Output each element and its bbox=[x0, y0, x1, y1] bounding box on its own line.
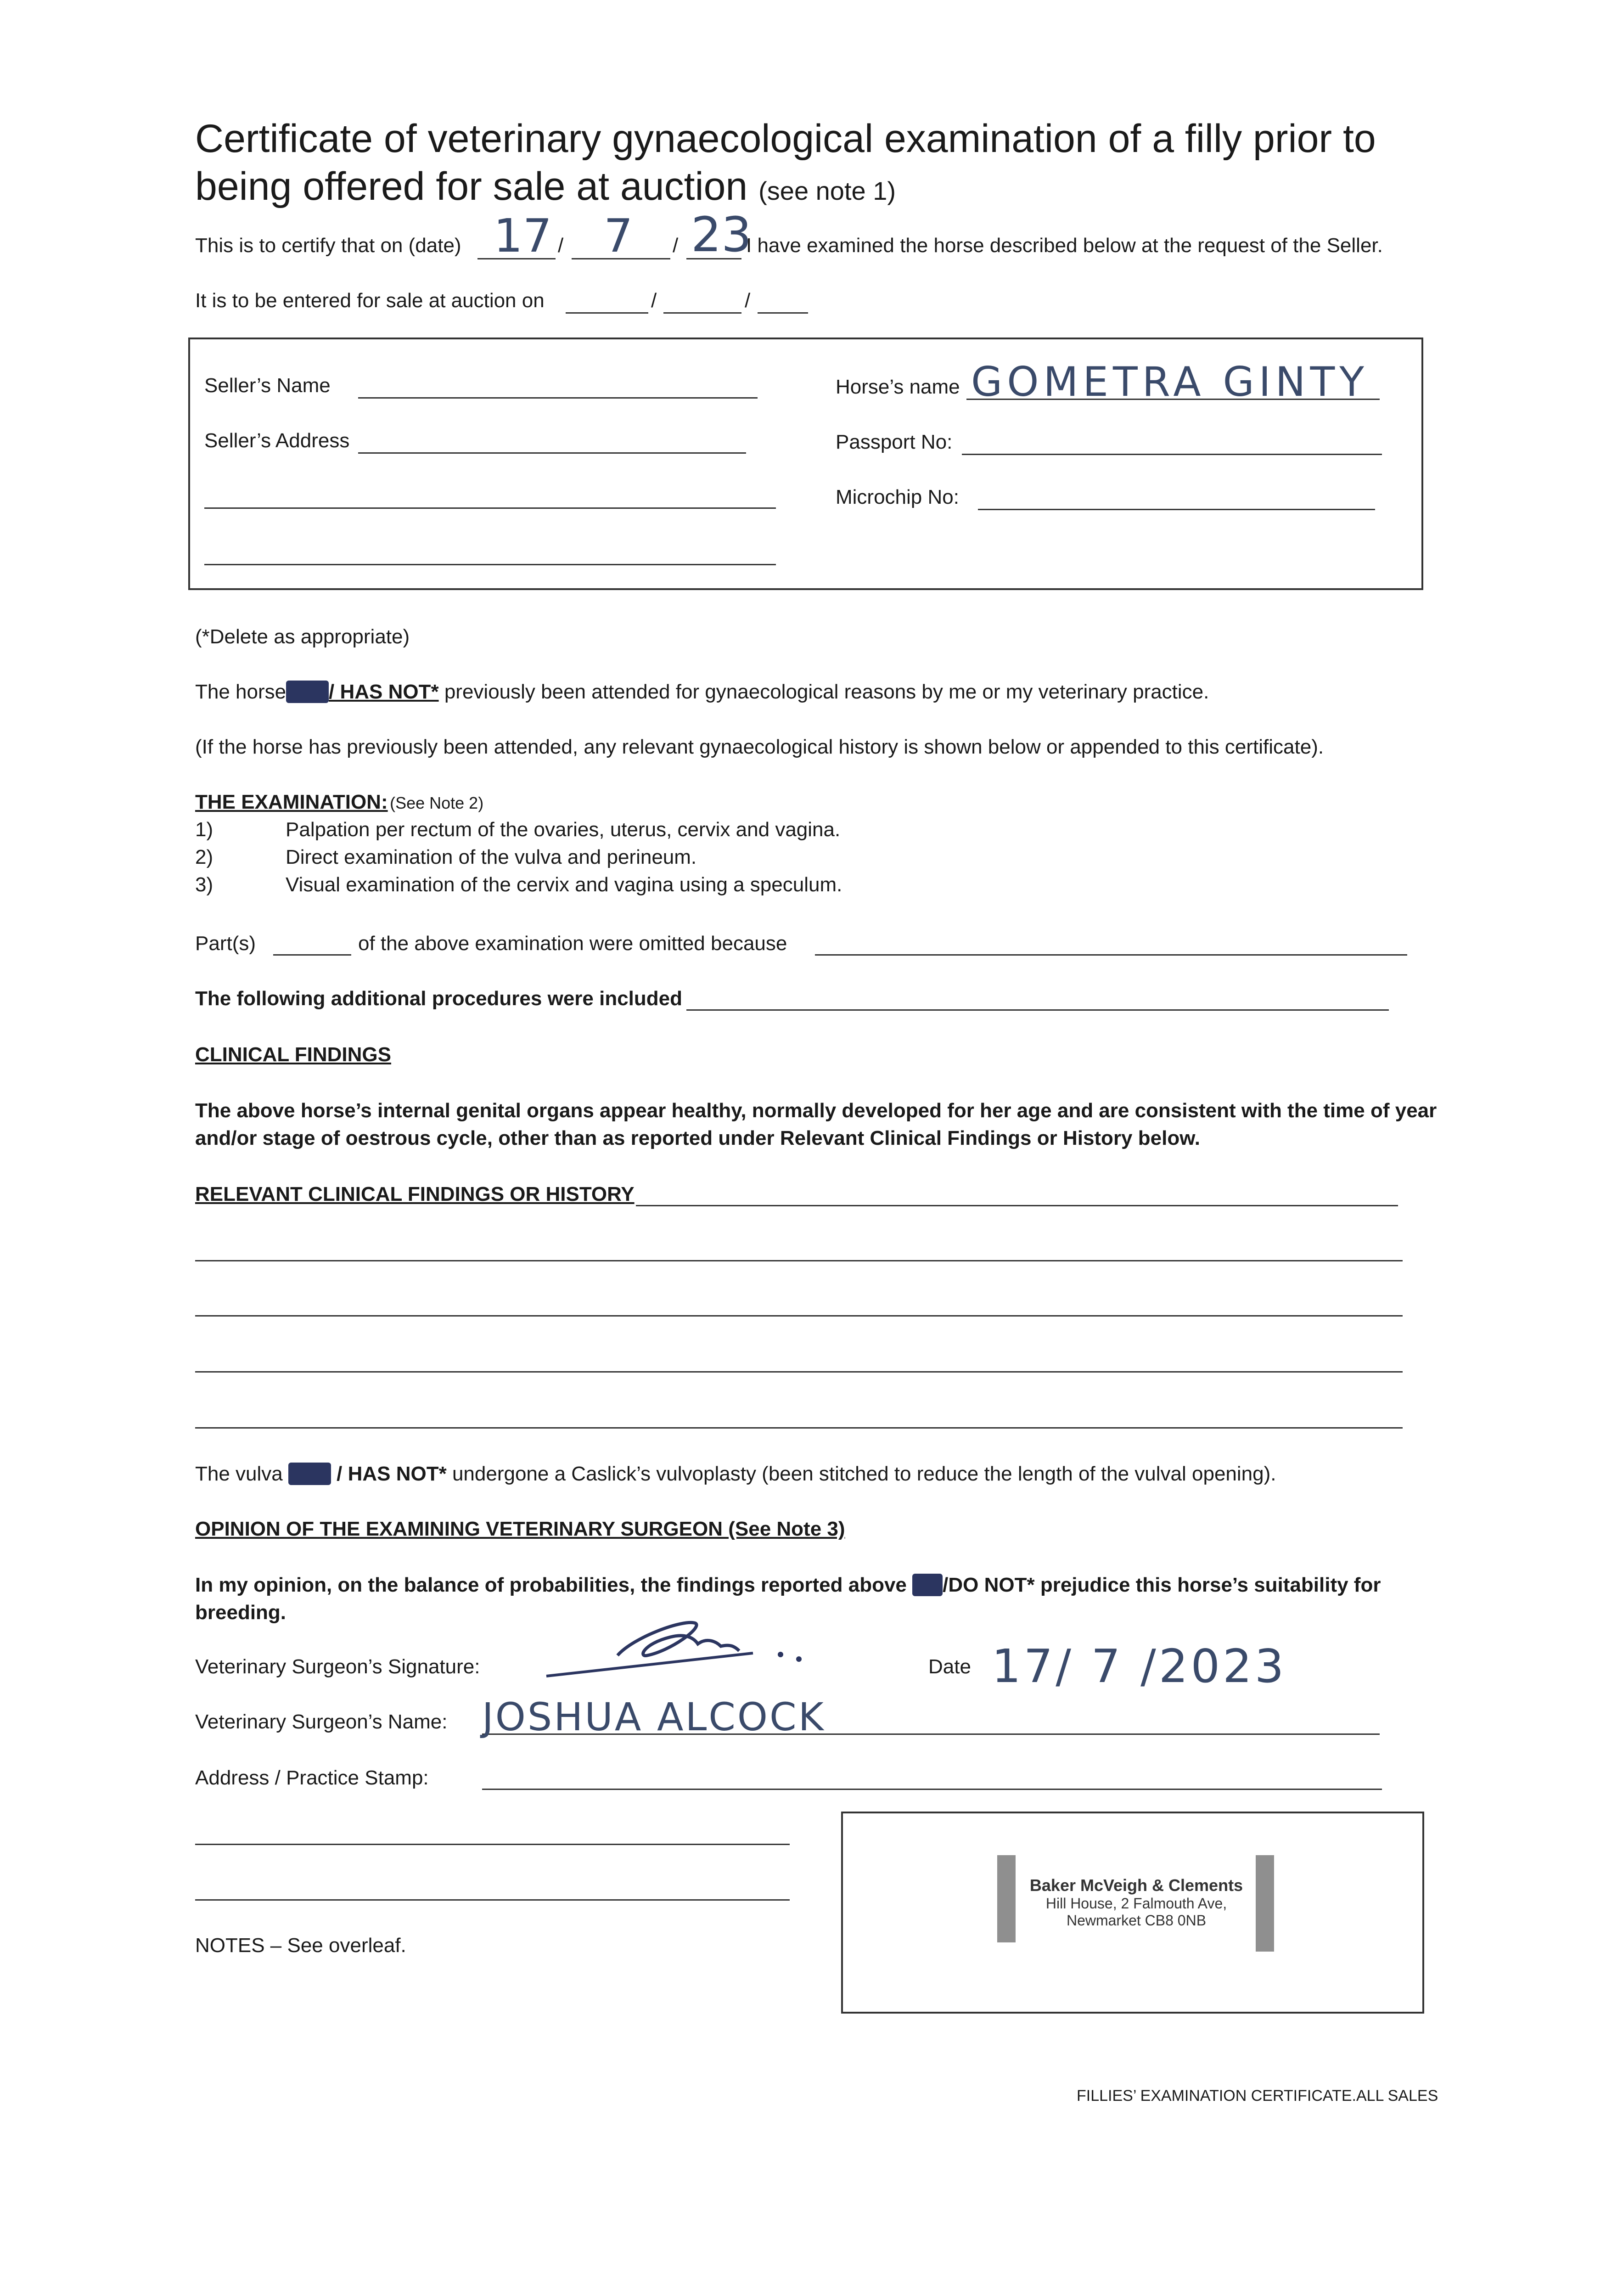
certify-sep-2: / bbox=[673, 234, 679, 257]
attended-line bbox=[195, 681, 1209, 703]
notes-text: NOTES – See overleaf. bbox=[195, 1934, 406, 1957]
signature-dot-1 bbox=[778, 1652, 783, 1657]
vulva-struck: HAS bbox=[288, 1463, 331, 1485]
address-line-3 bbox=[195, 1899, 790, 1901]
signature-dot-2 bbox=[796, 1656, 802, 1662]
relevant-heading: RELEVANT CLINICAL FINDINGS OR HISTORY bbox=[195, 1183, 635, 1205]
horse-name-label: Horse’s name bbox=[836, 376, 960, 398]
practice-stamp bbox=[1019, 1876, 1253, 1929]
opinion-line-2: breeding. bbox=[195, 1601, 286, 1624]
opinion-prefix: In my opinion, on the balance of probabilities, the findings reported above bbox=[195, 1574, 907, 1596]
seller-address-line-1 bbox=[358, 452, 746, 454]
relevant-line-2 bbox=[195, 1315, 1403, 1317]
omitted-parts-line bbox=[273, 954, 351, 956]
delete-note: (*Delete as appropriate) bbox=[195, 625, 410, 648]
auction-year-line bbox=[758, 312, 808, 314]
signature-label: Veterinary Surgeon’s Signature: bbox=[195, 1655, 480, 1678]
exam-item-3-num: 3) bbox=[195, 873, 213, 896]
auction-sep-2: / bbox=[745, 289, 751, 312]
additional-line bbox=[686, 1009, 1389, 1011]
vulva-suffix: undergone a Caslick’s vulvoplasty (been stitched to reduce the length of the vulval opening). bbox=[452, 1463, 1276, 1485]
additional-label: The following additional procedures were included bbox=[195, 987, 683, 1010]
certify-day: 17 bbox=[494, 209, 552, 263]
seller-address-label: Seller’s Address bbox=[204, 429, 350, 452]
clinical-statement-2: and/or stage of oestrous cycle, other than as reported under Relevant Clinical Findings or History below. bbox=[195, 1127, 1201, 1149]
passport-label: Passport No: bbox=[836, 431, 953, 453]
certify-suffix: I have examined the horse described below at the request of the Seller. bbox=[746, 234, 1383, 257]
examination-note: (See Note 2) bbox=[390, 793, 484, 812]
omitted-reason-line bbox=[815, 954, 1407, 956]
title-line-1: Certificate of veterinary gynaecological examination of a filly prior to bbox=[195, 117, 1376, 161]
examination-heading-text: THE EXAMINATION: bbox=[195, 791, 388, 813]
seller-address-line-3 bbox=[204, 564, 776, 565]
microchip-label: Microchip No: bbox=[836, 486, 959, 508]
address-label: Address / Practice Stamp: bbox=[195, 1767, 429, 1789]
exam-item-3-text: Visual examination of the cervix and vagina using a speculum. bbox=[286, 873, 842, 896]
auction-sep-1: / bbox=[651, 289, 657, 312]
vulva-choice: / HAS NOT* bbox=[337, 1463, 447, 1485]
date-value: 17/ 7 /2023 bbox=[992, 1639, 1287, 1693]
omitted-middle: of the above examination were omitted because bbox=[358, 932, 787, 955]
stamp-right-bar bbox=[1256, 1855, 1274, 1952]
relevant-line-3 bbox=[195, 1371, 1403, 1373]
stamp-left-bar bbox=[997, 1855, 1016, 1942]
signature-scribble bbox=[533, 1600, 836, 1688]
auction-text: It is to be entered for sale at auction on bbox=[195, 289, 545, 312]
clinical-statement-1: The above horse’s internal genital organs appear healthy, normally developed for her age and are consistent with the time of year bbox=[195, 1099, 1437, 1122]
signature-underline-stroke bbox=[546, 1653, 753, 1676]
auction-month-line bbox=[663, 312, 741, 314]
certify-prefix: This is to certify that on (date) bbox=[195, 234, 461, 257]
title-line-2-text: being offered for sale at auction bbox=[195, 164, 748, 208]
footer-text: FILLIES’ EXAMINATION CERTIFICATE.ALL SALES bbox=[1077, 2087, 1438, 2105]
exam-item-1-num: 1) bbox=[195, 818, 213, 841]
passport-line bbox=[962, 454, 1382, 455]
title-line-2 bbox=[195, 163, 1376, 215]
address-line-2 bbox=[195, 1844, 790, 1845]
relevant-line-4 bbox=[195, 1427, 1403, 1429]
vulva-line bbox=[195, 1463, 1276, 1486]
document-title bbox=[195, 115, 1376, 215]
horse-name-value: GOMETRA GINTY bbox=[971, 358, 1369, 405]
exam-item-2-text: Direct examination of the vulva and perineum. bbox=[286, 846, 697, 868]
clinical-heading: CLINICAL FINDINGS bbox=[195, 1043, 391, 1066]
title-note: (see note 1) bbox=[758, 176, 896, 205]
date-label: Date bbox=[928, 1655, 971, 1678]
relevant-line-1 bbox=[195, 1260, 1403, 1261]
address-line-1 bbox=[482, 1789, 1382, 1790]
attended-choice: / HAS NOT* bbox=[329, 681, 439, 703]
relevant-line-0 bbox=[636, 1205, 1398, 1206]
opinion-struck: DO bbox=[912, 1574, 943, 1596]
opinion-suffix: /DO NOT* prejudice this horse’s suitability for bbox=[943, 1574, 1381, 1596]
omitted-prefix: Part(s) bbox=[195, 932, 256, 955]
signature-loop-stroke bbox=[618, 1622, 739, 1655]
certify-year: 23 bbox=[691, 207, 752, 263]
seller-name-label: Seller’s Name bbox=[204, 374, 331, 397]
stamp-name: Baker McVeigh & Clements bbox=[1029, 1876, 1243, 1895]
attended-prefix: The horse bbox=[195, 681, 286, 703]
history-note: (If the horse has previously been attended, any relevant gynaecological history is shown below or appended to this certificate). bbox=[195, 736, 1324, 758]
stamp-line-2: Newmarket CB8 0NB bbox=[1066, 1912, 1207, 1929]
stamp-line-1: Hill House, 2 Falmouth Ave, bbox=[1045, 1895, 1227, 1912]
certify-sep-1: / bbox=[558, 234, 564, 257]
vulva-prefix: The vulva bbox=[195, 1463, 283, 1485]
exam-item-1-text: Palpation per rectum of the ovaries, uterus, cervix and vagina. bbox=[286, 818, 841, 841]
surgeon-name-value: JOSHUA ALCOCK bbox=[482, 1694, 826, 1739]
attended-suffix: previously been attended for gynaecological reasons by me or my veterinary practice. bbox=[444, 681, 1209, 703]
seller-name-line bbox=[358, 397, 758, 399]
microchip-line bbox=[978, 509, 1375, 510]
certify-month: 7 bbox=[604, 209, 633, 263]
auction-day-line bbox=[566, 312, 648, 314]
attended-struck: HAS bbox=[286, 681, 329, 703]
opinion-line-1 bbox=[195, 1574, 1381, 1597]
examination-heading bbox=[195, 791, 483, 814]
seller-address-line-2 bbox=[204, 507, 776, 509]
exam-item-2-num: 2) bbox=[195, 846, 213, 868]
surgeon-name-label: Veterinary Surgeon’s Name: bbox=[195, 1711, 448, 1733]
opinion-heading: OPINION OF THE EXAMINING VETERINARY SURGEON (See Note 3) bbox=[195, 1518, 845, 1540]
